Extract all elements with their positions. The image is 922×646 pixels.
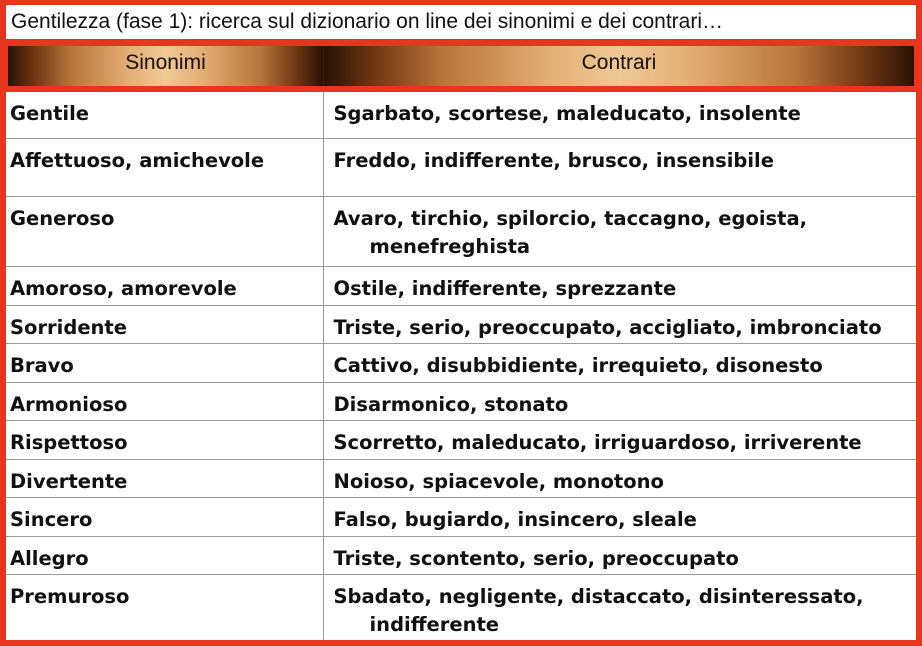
table-row xyxy=(6,497,916,536)
antonym-text: Falso, bugiardo, insincero, sleale xyxy=(333,507,697,531)
antonym-cell xyxy=(323,497,916,536)
antonym-text: Sbadato, negligente, distaccato, disinteressato, xyxy=(333,584,864,608)
synonym-cell: Divertente xyxy=(6,459,323,497)
antonym-text: menefreghista xyxy=(369,234,531,258)
table-row xyxy=(6,266,916,305)
table-header xyxy=(6,44,916,92)
slide-title: Gentilezza (fase 1): ricerca sul dizionario on line dei sinonimi e dei contrari… xyxy=(6,5,916,44)
antonym-text: Freddo, indifferente, brusco, insensibile xyxy=(333,148,774,172)
antonym-text: Avaro, tirchio, spilorcio, taccagno, egoista, xyxy=(333,206,808,230)
antonym-cell xyxy=(323,574,916,640)
antonym-cell xyxy=(323,138,916,196)
table-row xyxy=(6,196,916,266)
table-row xyxy=(6,382,916,420)
antonym-cell xyxy=(323,459,916,497)
synonym-cell: Sincero xyxy=(6,497,323,536)
table-row xyxy=(6,305,916,343)
antonym-text: Triste, serio, preoccupato, accigliato, imbronciato xyxy=(333,315,882,339)
synonym-cell: Armonioso xyxy=(6,382,323,420)
antonym-text: Ostile, indifferente, sprezzante xyxy=(333,276,677,300)
antonym-text: Sgarbato, scortese, maleducato, insolente xyxy=(333,102,801,125)
synonyms-antonyms-table xyxy=(6,92,916,640)
synonym-cell: Rispettoso xyxy=(6,420,323,459)
antonym-text: Disarmonico, stonato xyxy=(333,392,569,416)
table-row xyxy=(6,459,916,497)
antonym-cell xyxy=(323,305,916,343)
antonym-text: Noioso, spiacevole, monotono xyxy=(333,469,664,493)
synonym-cell: Allegro xyxy=(6,536,323,574)
synonym-cell: Sorridente xyxy=(6,305,323,343)
table-row xyxy=(6,138,916,196)
antonym-cell xyxy=(323,536,916,574)
antonym-text: indifferente xyxy=(369,612,500,636)
synonym-cell: Affettuoso, amichevole xyxy=(6,138,323,196)
antonym-text: Cattivo, disubbidiente, irrequieto, disonesto xyxy=(333,353,823,377)
antonym-cell xyxy=(323,420,916,459)
synonym-cell: Amoroso, amorevole xyxy=(6,266,323,305)
synonym-cell: Bravo xyxy=(6,343,323,382)
synonym-cell: Premuroso xyxy=(6,574,323,640)
table-row xyxy=(6,343,916,382)
slide-content xyxy=(6,5,916,640)
table-row xyxy=(6,536,916,574)
antonym-cell xyxy=(323,382,916,420)
column-header-antonyms: Contrari xyxy=(324,46,914,86)
antonym-cell xyxy=(323,343,916,382)
antonym-text: Scorretto, maleducato, irriguardoso, irriverente xyxy=(333,430,862,454)
antonym-cell xyxy=(323,196,916,266)
synonym-cell: Gentile xyxy=(6,92,323,138)
antonym-cell xyxy=(323,266,916,305)
table-row xyxy=(6,420,916,459)
table-row xyxy=(6,92,916,138)
table-body xyxy=(6,92,916,640)
column-header-synonyms: Sinonimi xyxy=(8,46,324,86)
table-row xyxy=(6,574,916,640)
synonym-cell: Generoso xyxy=(6,196,323,266)
antonym-cell xyxy=(323,92,916,138)
antonym-text: Triste, scontento, serio, preoccupato xyxy=(333,546,739,570)
